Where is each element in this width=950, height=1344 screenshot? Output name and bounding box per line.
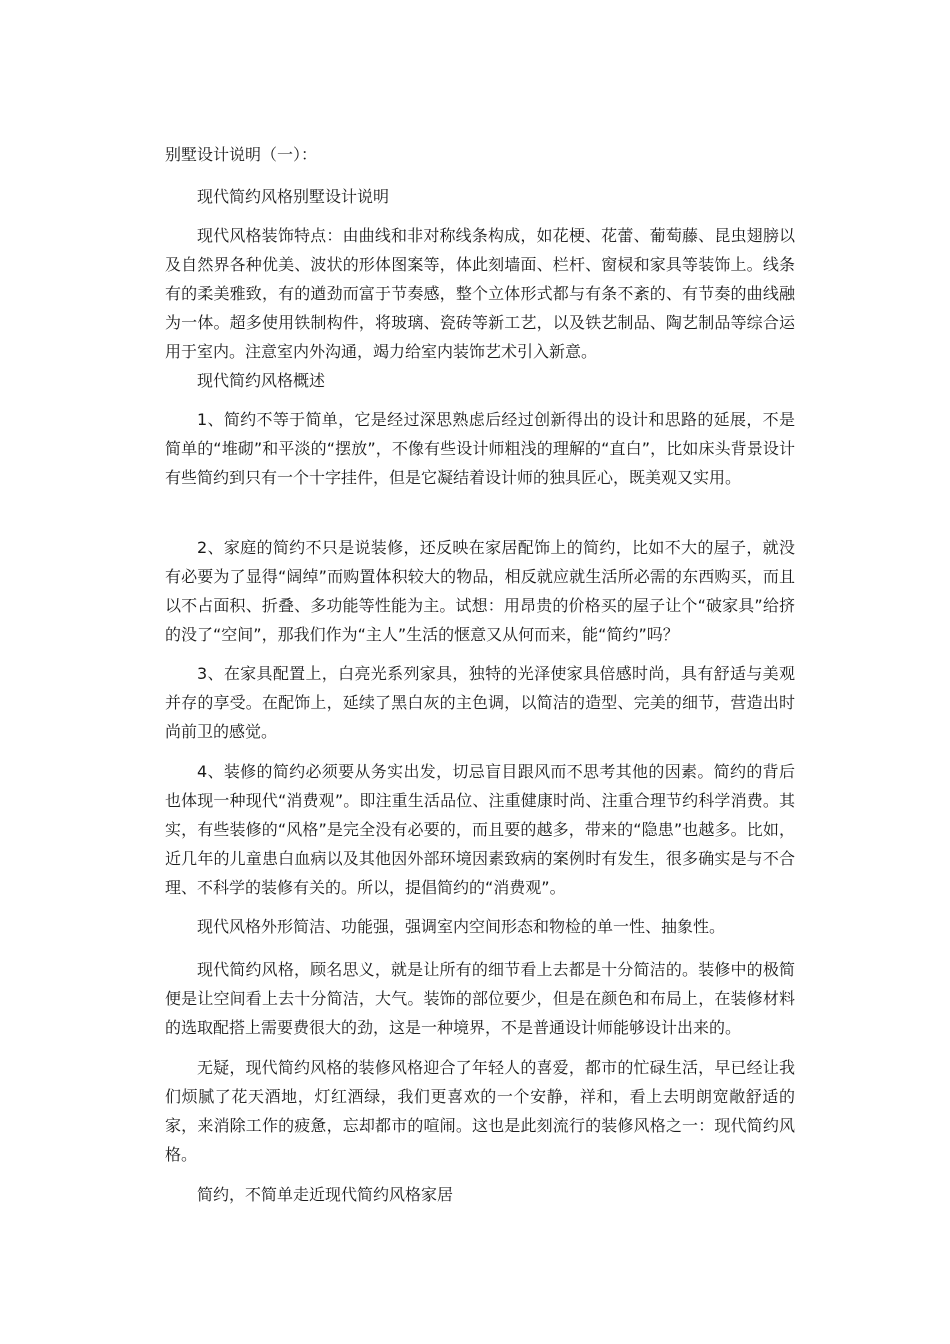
paragraph-young-people: 无疑，现代简约风格的装修风格迎合了年轻人的喜爱，都市的忙碌生活，早已经让我们烦腻了花天酒地，灯红酒绿，我们更喜欢的一个安静，祥和，看上去明朗宽敞舒适的家，来消除工作的疲惫，忘却都市的喧闹。这也是此刻流行的装修风格之一：现代简约风格。: [165, 1058, 795, 1164]
paragraph-point-2: 2、家庭的简约不只是说装修，还反映在家居配饰上的简约，比如不大的屋子，就没有必要为了显得“阔绰”而购置体积较大的物品，相反就应就生活所必需的东西购买，而且以不占面积、折叠、多功能等性能为主。试想：用昂贵的价格买的屋子让个“破家具”给挤的没了“空间”，那我们作为“主人”生活的惬意又从何而来，能“简约”吗？: [165, 538, 795, 644]
paragraph-features: 现代风格装饰特点：由曲线和非对称线条构成，如花梗、花蕾、葡萄藤、昆虫翅膀以及自然界各种优美、波状的形体图案等，体此刻墙面、栏杆、窗棂和家具等装饰上。线条有的柔美雅致，有的遒劲而富于节奏感，整个立体形式都与有条不紊的、有节奏的曲线融为一体。超多使用铁制构件，将玻璃、瓷砖等新工艺，以及铁艺制品、陶艺制品等综合运用于室内。注意室内外沟通，竭力给室内装饰艺术引入新意。: [165, 226, 795, 361]
paragraph-point-1: 1、简约不等于简单，它是经过深思熟虑后经过创新得出的设计和思路的延展，不是简单的“堆砌”和平淡的“摆放”，不像有些设计师粗浅的理解的“直白”，比如床头背景设计有些简约到只有一个十字挂件，但是它凝结着设计师的独具匠心，既美观又实用。: [165, 410, 795, 487]
paragraph-point-4: 4、装修的简约必须要从务实出发，切忌盲目跟风而不思考其他的因素。简约的背后也体现一种现代“消费观”。即注重生活品位、注重健康时尚、注重合理节约科学消费。其实，有些装修的“风格”是完全没有必要的，而且要的越多，带来的“隐患”也越多。比如，近几年的儿童患白血病以及其他因外部环境因素致病的案例时有发生，很多确实是与不合理、不科学的装修有关的。所以，提倡简约的“消费观”。: [165, 762, 795, 897]
paragraph-subtitle: 现代简约风格别墅设计说明: [197, 187, 390, 206]
paragraph-minimalist-meaning: 现代简约风格，顾名思义，就是让所有的细节看上去都是十分简洁的。装修中的极简便是让空间看上去十分简洁，大气。装饰的部位要少，但是在颜色和布局上，在装修材料的选取配搭上需要费很大的劲，这是一种境界，不是普通设计师能够设计出来的。: [165, 960, 795, 1037]
paragraph-point-3: 3、在家具配置上，白亮光系列家具，独特的光泽使家具倍感时尚，具有舒适与美观并存的享受。在配饰上，延续了黑白灰的主色调，以简洁的造型、完美的细节，营造出时尚前卫的感觉。: [165, 664, 795, 741]
paragraph-modern-style: 现代风格外形简洁、功能强，强调室内空间形态和物检的单一性、抽象性。: [197, 917, 726, 936]
document-title: 别墅设计说明（一）：: [165, 145, 318, 164]
paragraph-overview-heading: 现代简约风格概述: [197, 371, 326, 390]
paragraph-closing: 简约，不简单走近现代简约风格家居: [197, 1185, 454, 1204]
